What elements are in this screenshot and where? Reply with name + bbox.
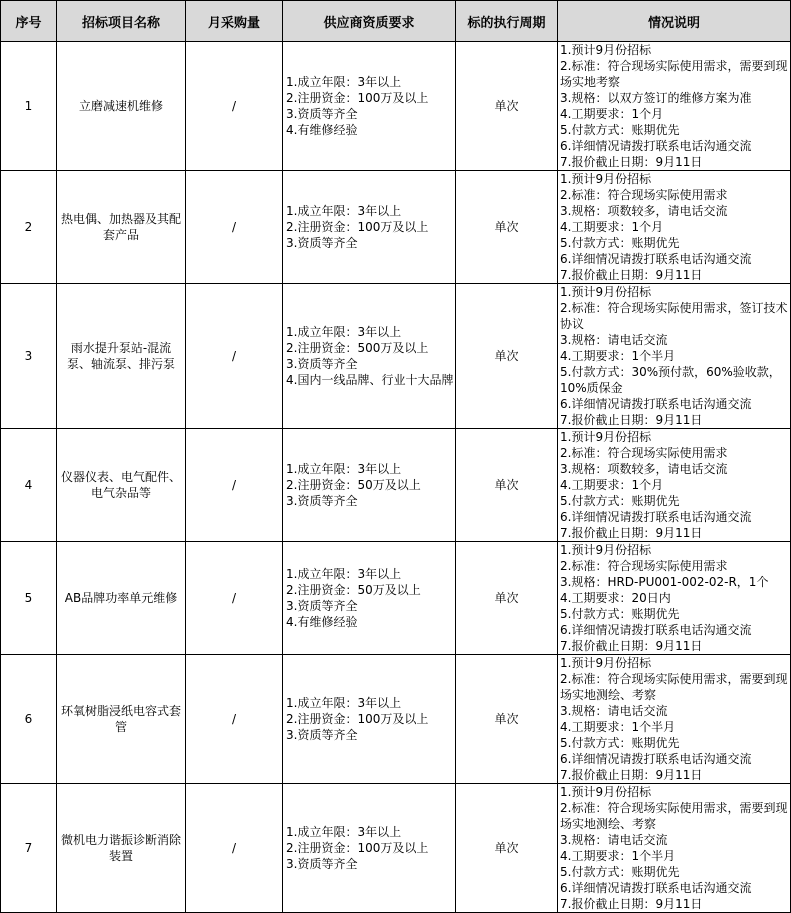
cell-name: AB品牌功率单元维修: [57, 542, 186, 655]
cell-cycle: 单次: [456, 784, 558, 913]
requirement-line: 3.资质等齐全: [286, 857, 358, 871]
requirement-line: 2.注册资金：100万及以上: [286, 712, 429, 726]
note-line: 4.工期要求：20日内: [560, 591, 671, 605]
cell-cycle: 单次: [456, 655, 558, 784]
requirement-line: 2.注册资金：50万及以上: [286, 583, 421, 597]
requirement-line: 1.成立年限：3年以上: [286, 567, 402, 581]
note-line: 4.工期要求：1个月: [560, 478, 664, 492]
note-line: 7.报价截止日期：9月11日: [560, 897, 703, 911]
requirement-line: 3.资质等齐全: [286, 357, 358, 371]
requirement-line: 3.资质等齐全: [286, 494, 358, 508]
note-line: 3.规格：请电话交流: [560, 333, 668, 347]
note-line: 6.详细情况请拨打联系电话沟通交流: [560, 139, 752, 153]
requirement-line: 3.资质等齐全: [286, 236, 358, 250]
requirement-line: 2.注册资金：100万及以上: [286, 220, 429, 234]
cell-cycle: 单次: [456, 171, 558, 284]
note-line: 6.详细情况请拨打联系电话沟通交流: [560, 881, 752, 895]
cell-notes: [558, 784, 791, 913]
table-row: [1, 542, 791, 655]
cell-no: 1: [1, 42, 57, 171]
cell-notes: [558, 42, 791, 171]
cell-monthly: /: [186, 171, 283, 284]
requirement-line: 1.成立年限：3年以上: [286, 696, 402, 710]
requirement-line: 2.注册资金：50万及以上: [286, 478, 421, 492]
cell-requirements: [283, 42, 456, 171]
header-monthly: 月采购量: [186, 1, 283, 42]
note-line: 5.付款方式：账期优先: [560, 607, 680, 621]
table-row: [1, 284, 791, 429]
cell-monthly: /: [186, 655, 283, 784]
cell-notes: [558, 655, 791, 784]
note-line: 6.详细情况请拨打联系电话沟通交流: [560, 623, 752, 637]
cell-requirements: [283, 542, 456, 655]
note-line: 3.规格：项数较多，请电话交流: [560, 462, 728, 476]
requirement-line: 4.有维修经验: [286, 615, 358, 629]
note-line: 1.预计9月份招标: [560, 785, 652, 799]
cell-notes: [558, 284, 791, 429]
note-line: 7.报价截止日期：9月11日: [560, 526, 703, 540]
table-row: [1, 429, 791, 542]
cell-cycle: 单次: [456, 429, 558, 542]
note-line: 2.标准：符合现场实际使用需求，签订技术协议: [560, 301, 788, 331]
cell-no: 2: [1, 171, 57, 284]
requirement-line: 2.注册资金：500万及以上: [286, 341, 429, 355]
cell-no: 3: [1, 284, 57, 429]
note-line: 1.预计9月份招标: [560, 656, 652, 670]
requirement-line: 4.国内一线品牌、行业十大品牌: [286, 373, 454, 387]
requirement-line: 1.成立年限：3年以上: [286, 204, 402, 218]
requirement-line: 4.有维修经验: [286, 123, 358, 137]
cell-no: 5: [1, 542, 57, 655]
note-line: 2.标准：符合现场实际使用需求，需要到现场实地测绘、考察: [560, 801, 788, 831]
note-line: 5.付款方式：30%预付款，60%验收款，10%质保金: [560, 365, 781, 395]
note-line: 5.付款方式：账期优先: [560, 736, 680, 750]
note-line: 2.标准：符合现场实际使用需求: [560, 559, 728, 573]
note-line: 7.报价截止日期：9月11日: [560, 639, 703, 653]
note-line: 3.规格：HRD-PU001-002-02-R，1个: [560, 575, 769, 589]
cell-name: 雨水提升泵站-混流泵、轴流泵、排污泵: [57, 284, 186, 429]
note-line: 2.标准：符合现场实际使用需求: [560, 188, 728, 202]
cell-name: 环氧树脂浸纸电容式套管: [57, 655, 186, 784]
cell-name: 仪器仪表、电气配件、电气杂品等: [57, 429, 186, 542]
table-row: [1, 655, 791, 784]
note-line: 4.工期要求：1个半月: [560, 349, 676, 363]
note-line: 3.规格：请电话交流: [560, 704, 668, 718]
header-notes: 情况说明: [558, 1, 791, 42]
requirement-line: 3.资质等齐全: [286, 107, 358, 121]
note-line: 1.预计9月份招标: [560, 543, 652, 557]
note-line: 7.报价截止日期：9月11日: [560, 413, 703, 427]
cell-monthly: /: [186, 42, 283, 171]
note-line: 5.付款方式：账期优先: [560, 865, 680, 879]
cell-cycle: 单次: [456, 42, 558, 171]
cell-cycle: 单次: [456, 284, 558, 429]
cell-name: 热电偶、加热器及其配套产品: [57, 171, 186, 284]
note-line: 3.规格：请电话交流: [560, 833, 668, 847]
cell-name: 立磨减速机维修: [57, 42, 186, 171]
note-line: 7.报价截止日期：9月11日: [560, 768, 703, 782]
header-no: 序号: [1, 1, 57, 42]
note-line: 3.规格：项数较多，请电话交流: [560, 204, 728, 218]
cell-no: 4: [1, 429, 57, 542]
note-line: 2.标准：符合现场实际使用需求，需要到现场实地考察: [560, 59, 788, 89]
note-line: 6.详细情况请拨打联系电话沟通交流: [560, 252, 752, 266]
note-line: 4.工期要求：1个半月: [560, 720, 676, 734]
table-row: [1, 784, 791, 913]
note-line: 2.标准：符合现场实际使用需求，需要到现场实地测绘、考察: [560, 672, 788, 702]
note-line: 6.详细情况请拨打联系电话沟通交流: [560, 510, 752, 524]
cell-notes: [558, 429, 791, 542]
cell-notes: [558, 171, 791, 284]
requirement-line: 1.成立年限：3年以上: [286, 825, 402, 839]
note-line: 1.预计9月份招标: [560, 172, 652, 186]
cell-requirements: [283, 429, 456, 542]
header-row: [1, 1, 791, 42]
note-line: 4.工期要求：1个半月: [560, 849, 676, 863]
requirement-line: 2.注册资金：100万及以上: [286, 91, 429, 105]
note-line: 2.标准：符合现场实际使用需求: [560, 446, 728, 460]
note-line: 6.详细情况请拨打联系电话沟通交流: [560, 397, 752, 411]
cell-notes: [558, 542, 791, 655]
note-line: 5.付款方式：账期优先: [560, 494, 680, 508]
table-row: [1, 42, 791, 171]
requirement-line: 1.成立年限：3年以上: [286, 462, 402, 476]
cell-requirements: [283, 655, 456, 784]
cell-monthly: /: [186, 542, 283, 655]
requirement-line: 2.注册资金：100万及以上: [286, 841, 429, 855]
note-line: 7.报价截止日期：9月11日: [560, 268, 703, 282]
note-line: 5.付款方式：账期优先: [560, 123, 680, 137]
cell-monthly: /: [186, 284, 283, 429]
note-line: 3.规格：以双方签订的维修方案为准: [560, 91, 752, 105]
cell-requirements: [283, 284, 456, 429]
note-line: 1.预计9月份招标: [560, 430, 652, 444]
note-line: 5.付款方式：账期优先: [560, 236, 680, 250]
note-line: 1.预计9月份招标: [560, 43, 652, 57]
cell-no: 7: [1, 784, 57, 913]
header-supplier: 供应商资质要求: [283, 1, 456, 42]
cell-monthly: /: [186, 429, 283, 542]
cell-name: 微机电力谐振诊断消除装置: [57, 784, 186, 913]
note-line: 7.报价截止日期：9月11日: [560, 155, 703, 169]
header-cycle: 标的执行周期: [456, 1, 558, 42]
cell-requirements: [283, 784, 456, 913]
requirement-line: 3.资质等齐全: [286, 728, 358, 742]
note-line: 4.工期要求：1个月: [560, 220, 664, 234]
cell-cycle: 单次: [456, 542, 558, 655]
requirement-line: 1.成立年限：3年以上: [286, 75, 402, 89]
cell-requirements: [283, 171, 456, 284]
cell-no: 6: [1, 655, 57, 784]
note-line: 4.工期要求：1个月: [560, 107, 664, 121]
header-name: 招标项目名称: [57, 1, 186, 42]
requirement-line: 3.资质等齐全: [286, 599, 358, 613]
requirement-line: 1.成立年限：3年以上: [286, 325, 402, 339]
note-line: 1.预计9月份招标: [560, 285, 652, 299]
note-line: 6.详细情况请拨打联系电话沟通交流: [560, 752, 752, 766]
table-row: [1, 171, 791, 284]
cell-monthly: /: [186, 784, 283, 913]
